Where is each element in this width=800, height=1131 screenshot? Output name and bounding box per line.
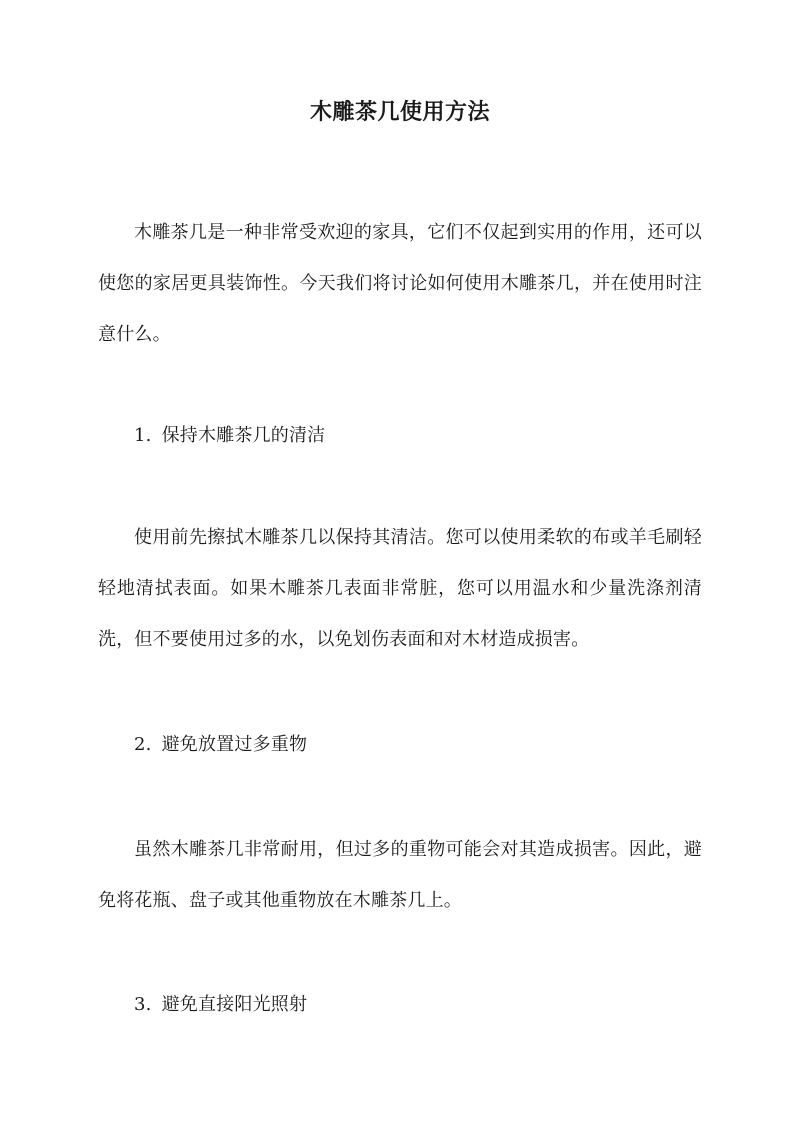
section-title-2: 避免放置过多重物 [161, 734, 308, 755]
section-number-2: 2. [134, 734, 152, 755]
section-number-1: 1. [134, 425, 152, 446]
section-body-1: 使用前先擦拭木雕茶几以保持其清洁。您可以使用柔软的布或羊毛刷轻轻地清拭表面。如果木雕茶几表面非常脏，您可以用温水和少量洗涤剂清洗，但不要使用过多的水，以免划伤表面和对木材造成损害。 [98, 527, 702, 650]
section-title-3: 避免直接阳光照射 [161, 994, 308, 1015]
section-body-2: 虽然木雕茶几非常耐用，但过多的重物可能会对其造成损害。因此，避免将花瓶、盘子或其他重物放在木雕茶几上。 [98, 839, 702, 911]
page-title: 木雕茶几使用方法 [309, 99, 490, 125]
section-title-1: 保持木雕茶几的清洁 [161, 425, 326, 446]
section-heading-1 [134, 421, 694, 451]
section-heading-3 [134, 990, 694, 1020]
intro-paragraph: 木雕茶几是一种非常受欢迎的家具，它们不仅起到实用的作用，还可以使您的家居更具装饰性。今天我们将讨论如何使用木雕茶几，并在使用时注意什么。 [98, 222, 702, 345]
section-heading-2 [134, 730, 694, 760]
section-number-3: 3. [134, 994, 152, 1015]
